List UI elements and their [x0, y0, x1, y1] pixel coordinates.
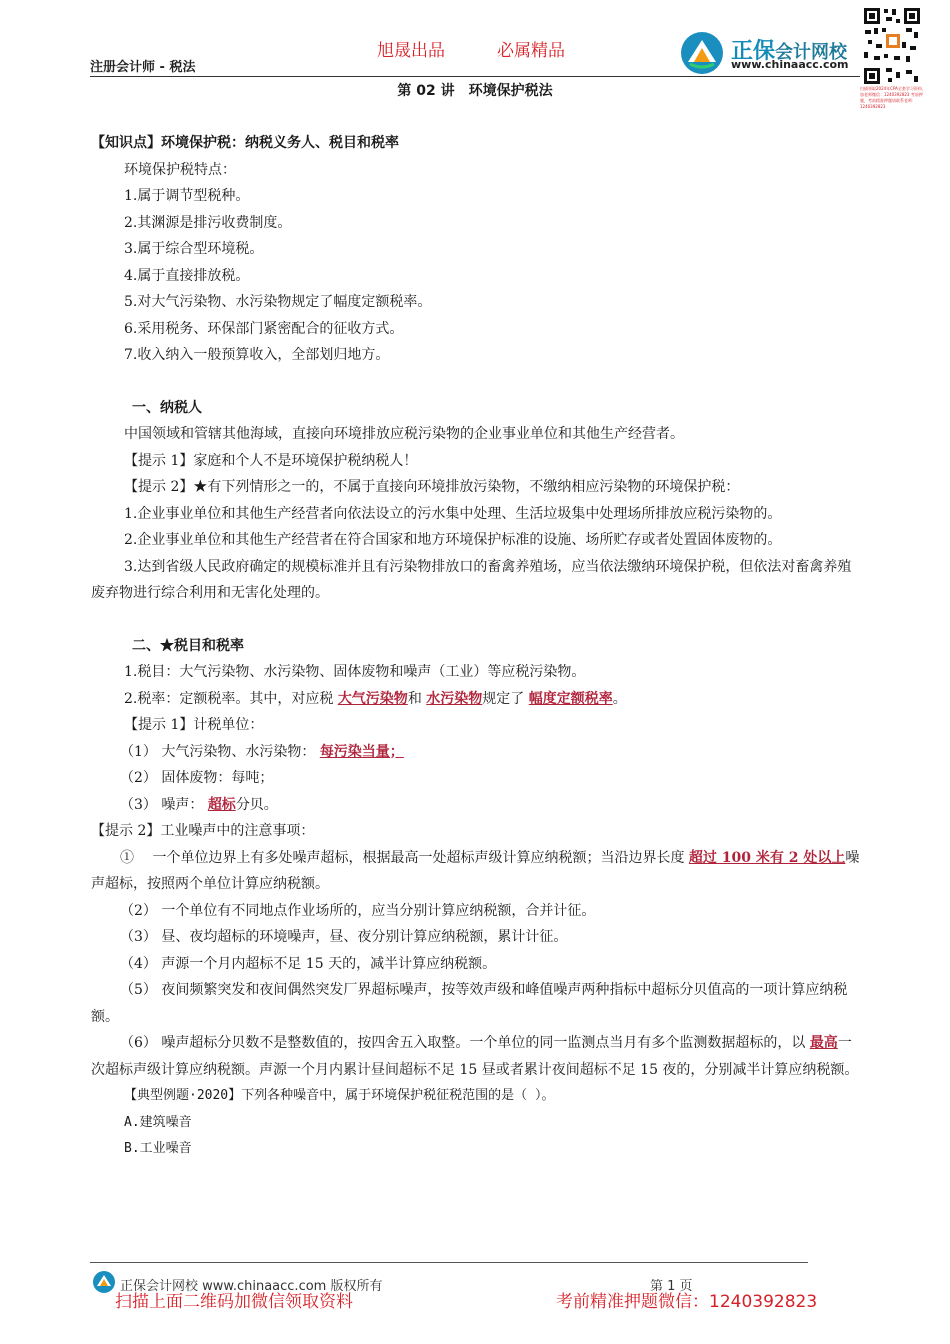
noise-rule: （2） 一个单位有不同地点作业场所的，应当分别计算应纳税额，合并计征。 [120, 902, 596, 919]
header-slogan-1: 旭晟出品 [377, 41, 445, 61]
tax-rate: 2.税率：定额税率。其中，对应税 大气污染物和 水污染物规定了 幅度定额税率。 [124, 690, 627, 707]
feature-item: 6.采用税务、环保部门紧密配合的征收方式。 [124, 320, 404, 337]
section-title: 【知识点】环境保护税：纳税义务人、税目和税率 [91, 135, 399, 151]
footer-promo-left: 扫描上面二维码加微信领取资料 [115, 1292, 353, 1312]
footer-divider [90, 1262, 808, 1263]
page-title: 第 02 讲 环境保护税法 [397, 83, 553, 99]
qr-code-icon [862, 6, 922, 86]
highlight-air: 大气污染物 [337, 690, 408, 707]
document-body [91, 130, 861, 1163]
example-option-a: A.建筑噪音 [124, 1114, 192, 1130]
highlight-water: 水污染物 [426, 690, 483, 707]
taxpayer-definition: 中国领域和管辖其他海域，直接向环境排放应税污染物的企业事业单位和其他生产经营者。 [124, 426, 684, 442]
highlight-100m: 超过 100 米有 2 处以上 [688, 849, 846, 866]
unit-item: （1） 大气污染物、水污染物： 每污染当量； [120, 743, 404, 760]
unit-item: （2） 固体废物：每吨； [120, 770, 274, 786]
features-intro: 环境保护税特点： [124, 161, 236, 178]
header-slogan-2: 必属精品 [497, 41, 565, 61]
highlight-highest: 最高 [809, 1035, 838, 1051]
footer-page-number: 第 1 页 [650, 1279, 693, 1294]
feature-item: 4.属于直接排放税。 [124, 267, 250, 284]
footer-promo-right: 考前精准押题微信：1240392823 [556, 1292, 818, 1312]
header-course: 注册会计师 - 税法 [90, 60, 196, 75]
example-option-b: B.工业噪音 [124, 1141, 192, 1156]
feature-item: 2.其渊源是排污收费制度。 [124, 214, 292, 231]
unit-item: （3） 噪声： 超标分贝。 [120, 796, 278, 813]
unit-tip-1: 【提示 1】计税单位： [124, 717, 264, 733]
feature-item: 1.属于调节型税种。 [124, 188, 250, 204]
taxpayer-case: 3.达到省级人民政府确定的规模标准并且有污染物排放口的畜禽养殖场，应当依法缴纳环境保护税，但依法对畜禽养殖废弃物进行综合利用和无害化处理的。 [91, 558, 852, 601]
logo-name: 正保会计网校 [731, 39, 848, 64]
noise-rule: （5） 夜间频繁突发和夜间偶然突发厂界超标噪声，按等效声级和峰值噪声两种指标中超标分贝值高的一项计算应纳税额。 [91, 982, 848, 1025]
header-divider [90, 76, 860, 77]
feature-item: 3.属于综合型环境税。 [124, 241, 264, 257]
highlight-range-rate: 幅度定额税率 [528, 690, 613, 707]
taxpayer-tip-2: 【提示 2】★有下列情形之一的，不属于直接向环境排放污染物，不缴纳相应污染物的环境保护税： [124, 479, 740, 495]
footer-copyright: 正保会计网校 www.chinaacc.com 版权所有 [120, 1279, 383, 1294]
logo-url: www.chinaacc.com [731, 58, 849, 71]
qr-caption: 扫描领取2024年CPA全套学习资料，加老师微信：1240392823 考前押题，考前精准押题请联系老师：1240392823 [860, 86, 926, 109]
noise-rule: ① 一个单位边界上有多处噪声超标，根据最高一处超标声级计算应纳税额；当沿边界长度 超过 100 米有 2 处以上噪声超标，按照两个单位计算应纳税额。 [91, 849, 860, 892]
example-question: 【典型例题·2020】下列各种噪音中，属于环境保护税征税范围的是（ ）。 [124, 1088, 555, 1103]
spacer [91, 607, 861, 633]
spacer [91, 369, 861, 395]
feature-item: 7.收入纳入一般预算收入，全部划归地方。 [124, 347, 390, 363]
items-rates-heading: 二、★税目和税率 [132, 637, 244, 654]
taxpayer-heading: 一、纳税人 [132, 399, 202, 416]
highlight-exceed: 超标 [207, 796, 236, 813]
taxpayer-tip-1: 【提示 1】家庭和个人不是环境保护税纳税人！ [124, 452, 418, 469]
noise-rule: （6） 噪声超标分贝数不是整数值的，按四舍五入取整。一个单位的同一监测点当月有多个监测数据超标的，以 最高一次超标声级计算应纳税额。声源一个月内累计昼间超标不足 15 昼或者累计夜间超标不足 15 夜的，分别减半计算应纳税额。 [91, 1035, 859, 1078]
noise-rule: （3） 昼、夜均超标的环境噪声，昼、夜分别计算应纳税额，累计计征。 [120, 929, 568, 945]
taxpayer-case: 1.企业事业单位和其他生产经营者向依法设立的污水集中处理、生活垃圾集中处理场所排放应税污染物的。 [124, 505, 782, 522]
footer-logo-icon [92, 1270, 116, 1294]
feature-item: 5.对大气污染物、水污染物规定了幅度定额税率。 [124, 294, 432, 310]
noise-tip-2: 【提示 2】工业噪声中的注意事项： [91, 823, 315, 839]
taxpayer-case: 2.企业事业单位和其他生产经营者在符合国家和地方环境保护标准的设施、场所贮存或者处置固体废物的。 [124, 532, 782, 548]
tax-item: 1.税目：大气污染物、水污染物、固体废物和噪声（工业）等应税污染物。 [124, 664, 586, 680]
highlight-pollution-equivalent: 每污染当量； [319, 743, 404, 760]
noise-rule: （4） 声源一个月内超标不足 15 天的，减半计算应纳税额。 [120, 955, 497, 972]
